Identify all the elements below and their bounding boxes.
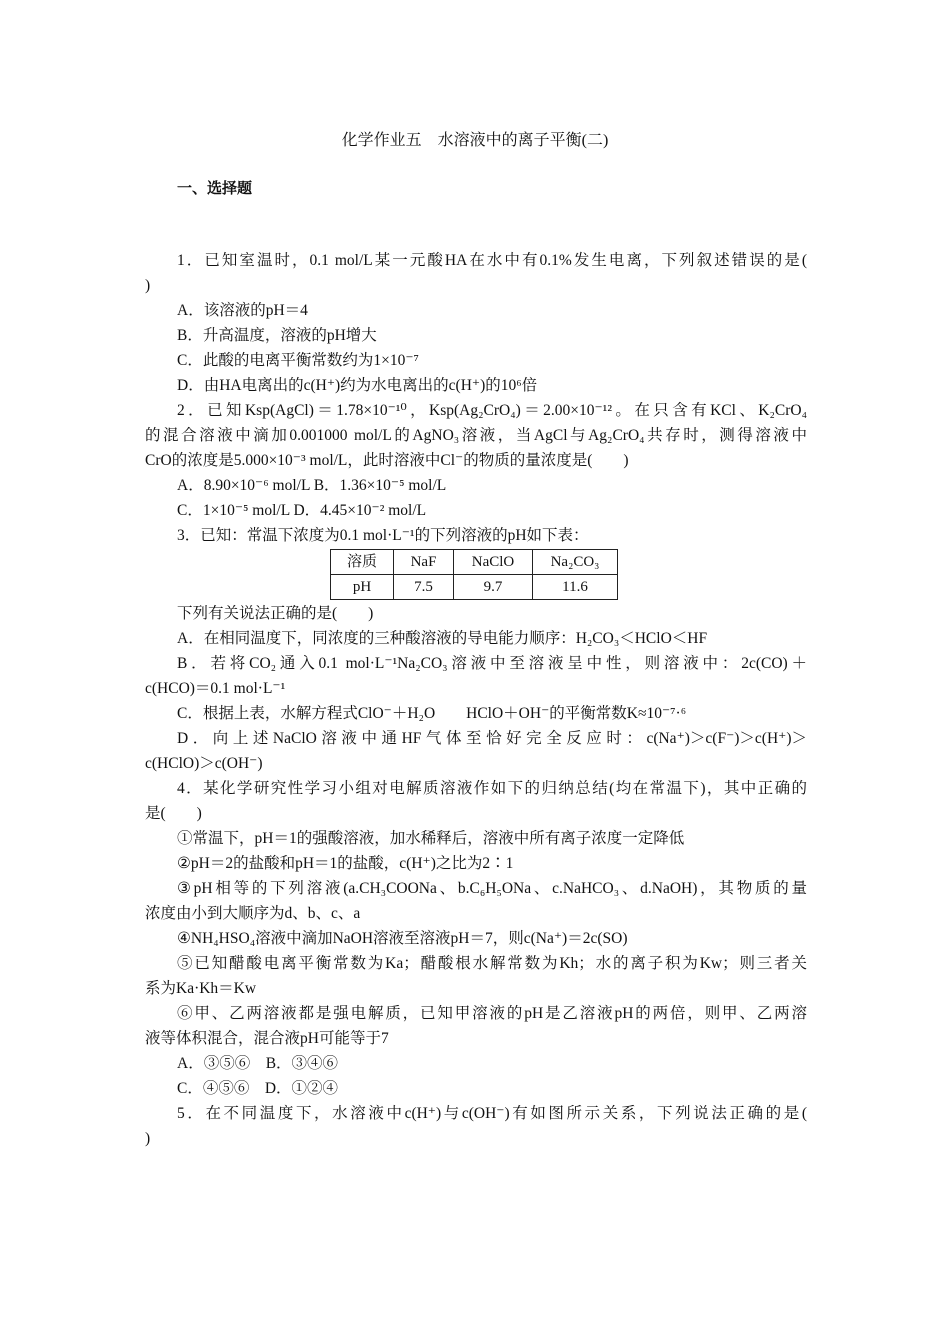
q5-stem-end: ) <box>145 1130 151 1147</box>
q1-option-b: B．升高温度，溶液的pH增大 <box>177 327 377 344</box>
q4-item-1: ①常温下，pH＝1的强酸溶液，加水稀释后，溶液中所有离子浓度一定降低 <box>177 830 685 847</box>
q2-stem-line-3: CrO的浓度是5.000×10⁻³ mol/L，此时溶液中Cl⁻的物质的量浓度是( ) <box>145 452 629 469</box>
q2-stem-line-2: 的混合溶液中滴加0.001000 mol/L的AgNO₃溶液，当AgCl与Ag₂CrO₄共存时，测得溶液中 <box>145 427 807 444</box>
q4-options-cd: C．④⑤⑥ D．①②④ <box>177 1080 339 1097</box>
question-2 <box>145 398 807 523</box>
q3-stem: 3．已知：常温下浓度为0.1 mol·L⁻¹的下列溶液的pH如下表： <box>177 527 589 544</box>
q2-stem-line-1: 2．已知Ksp(AgCl)＝1.78×10⁻¹⁰，Ksp(Ag₂CrO₄)＝2.00×10⁻¹²。在只含有KCl、K₂CrO₄ <box>177 402 807 419</box>
table-cell: 7.5 <box>394 575 454 600</box>
q3-option-b-line-1: B．若将CO₂通入0.1 mol·L⁻¹Na₂CO₃溶液中至溶液呈中性，则溶液中：2c(CO)＋ <box>177 655 807 672</box>
table-row <box>331 550 618 575</box>
q1-option-a: A．该溶液的pH＝4 <box>177 302 308 319</box>
q4-stem-line-1: 4．某化学研究性学习小组对电解质溶液作如下的归纳总结(均在常温下)，其中正确的 <box>177 780 807 797</box>
section-heading: 一、选择题 <box>177 179 253 197</box>
page-title: 化学作业五 水溶液中的离子平衡(二) <box>341 132 609 149</box>
q4-item-2: ②pH＝2的盐酸和pH＝1的盐酸，c(H⁺)之比为2∶1 <box>177 855 514 872</box>
q4-item-5-line-1: ⑤已知醋酸电离平衡常数为Ka；醋酸根水解常数为Kh；水的离子积为Kw；则三者关 <box>177 955 807 972</box>
question-list <box>145 248 807 1151</box>
question-1 <box>145 248 807 398</box>
q4-options-ab: A．③⑤⑥ B．③④⑥ <box>177 1055 339 1072</box>
table-cell: NaClO <box>454 550 533 575</box>
q3-option-d-line-2: c(HClO)＞c(OH⁻) <box>145 755 263 772</box>
q4-item-5-line-2: 系为Ka·Kh＝Kw <box>145 980 257 997</box>
q4-item-6-line-2: 液等体积混合，混合液pH可能等于7 <box>145 1030 389 1047</box>
q4-item-3-line-1: ③pH相等的下列溶液(a.CH₃COONa、b.C₆H₅ONa、c.NaHCO₃、d.NaOH)，其物质的量 <box>177 880 807 897</box>
q3-option-b-line-2: c(HCO)＝0.1 mol·L⁻¹ <box>145 680 286 697</box>
q5-stem: 5．在不同温度下，水溶液中c(H⁺)与c(OH⁻)有如图所示关系，下列说法正确的是( <box>177 1105 807 1122</box>
q1-stem-end: ) <box>145 277 151 294</box>
q2-options-ab: A．8.90×10⁻⁶ mol/L B．1.36×10⁻⁵ mol/L <box>177 477 447 494</box>
q3-option-a: A．在相同温度下，同浓度的三种酸溶液的导电能力顺序：H₂CO₃＜HClO＜HF <box>177 630 708 647</box>
question-5 <box>145 1101 807 1151</box>
table-cell: Na₂CO₃ <box>533 550 618 575</box>
q4-item-3-line-2: 浓度由小到大顺序为d、b、c、a <box>145 905 361 922</box>
table-cell: 溶质 <box>331 550 394 575</box>
q3-option-d-line-1: D．向上述NaClO溶液中通HF气体至恰好完全反应时：c(Na⁺)＞c(F⁻)＞c(H⁺)＞ <box>177 730 807 747</box>
table-cell: NaF <box>394 550 454 575</box>
q1-stem: 1．已知室温时，0.1 mol/L某一元酸HA在水中有0.1%发生电离，下列叙述错误的是( <box>177 252 807 269</box>
ph-table <box>330 549 618 600</box>
table-cell: pH <box>331 575 394 600</box>
q2-options-cd: C．1×10⁻⁵ mol/L D．4.45×10⁻² mol/L <box>177 502 427 519</box>
question-3 <box>145 523 807 776</box>
q4-item-6-line-1: ⑥甲、乙两溶液都是强电解质，已知甲溶液的pH是乙溶液pH的两倍，则甲、乙两溶 <box>177 1005 807 1022</box>
q3-ask: 下列有关说法正确的是( ) <box>177 605 374 622</box>
table-cell: 11.6 <box>533 575 618 600</box>
q1-option-c: C．此酸的电离平衡常数约为1×10⁻⁷ <box>177 352 419 369</box>
table-row <box>331 575 618 600</box>
q1-option-d: D．由HA电离出的c(H⁺)约为水电离出的c(H⁺)的10⁶倍 <box>177 377 538 394</box>
table-cell: 9.7 <box>454 575 533 600</box>
q3-option-c: C．根据上表，水解方程式ClO⁻＋H₂O HClO＋OH⁻的平衡常数K≈10⁻⁷·⁶ <box>177 705 687 722</box>
q4-item-4: ④NH₄HSO₄溶液中滴加NaOH溶液至溶液pH＝7，则c(Na⁺)＝2c(SO) <box>177 930 628 947</box>
question-4 <box>145 776 807 1101</box>
q4-stem-line-2: 是( ) <box>145 805 202 822</box>
